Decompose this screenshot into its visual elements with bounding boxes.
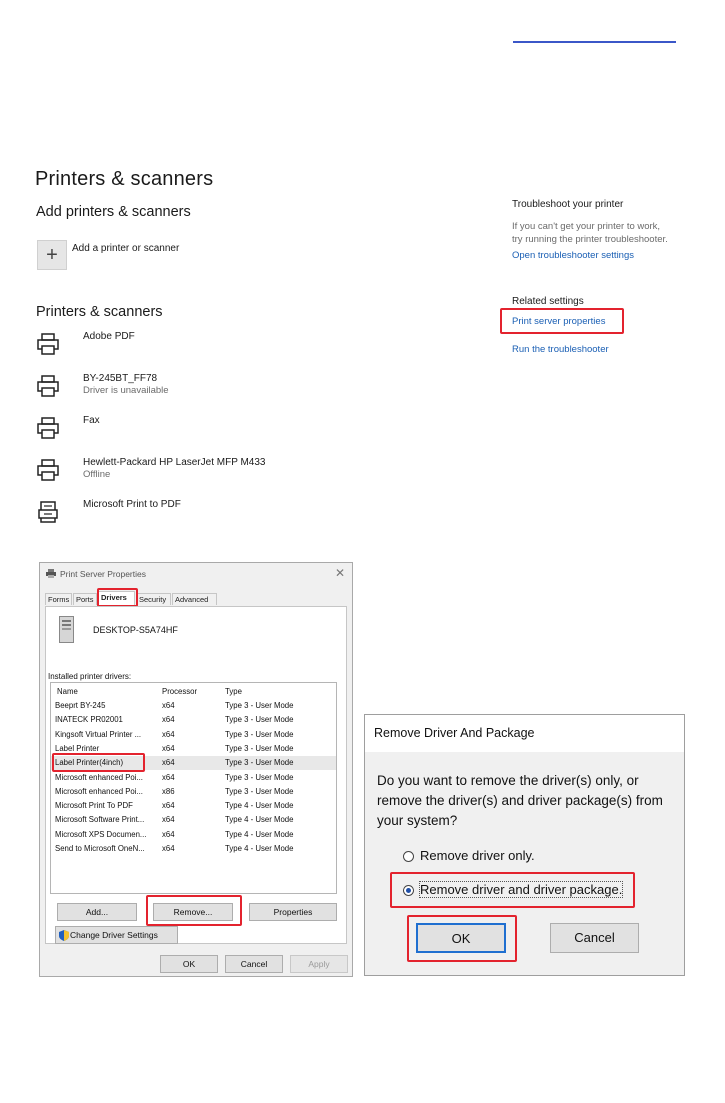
table-row[interactable] [51,713,336,727]
driver-processor: x64 [162,729,175,739]
driver-processor: x64 [162,815,175,825]
driver-name: Microsoft Print To PDF [55,801,133,811]
driver-properties-button[interactable]: Properties [249,903,337,921]
printer-item-by245bt[interactable] [36,373,396,407]
printer-status: Offline [83,469,111,480]
driver-type: Type 3 - User Mode [225,729,294,739]
ok-button[interactable]: OK [160,955,218,973]
change-driver-settings-button[interactable] [55,926,178,944]
remove-driver-button[interactable]: Remove... [153,903,233,921]
highlight-print-server-link [500,308,624,334]
drivers-list[interactable] [50,682,337,894]
top-link-underline [513,41,676,43]
question-line-1: Do you want to remove the driver(s) only, or [377,773,639,788]
print-server-properties-link[interactable]: Print server properties [512,316,606,327]
printer-name: Microsoft Print to PDF [83,499,181,510]
printer-list-title: Printers & scanners [36,304,163,320]
troubleshoot-heading: Troubleshoot your printer [512,199,624,210]
table-row[interactable] [51,699,336,713]
printer-name: Fax [83,415,100,426]
table-row[interactable] [51,785,336,799]
driver-type: Type 4 - User Mode [225,844,294,853]
driver-name: Beeprt BY-245 [55,701,106,710]
radio-remove-driver-only[interactable] [403,851,414,862]
table-row[interactable] [51,799,336,813]
troubleshoot-desc-2: try running the printer troubleshooter. [512,234,668,245]
cancel-button[interactable]: Cancel [225,955,283,973]
installed-drivers-label: Installed printer drivers: [48,672,132,681]
driver-name: Kingsoft Virtual Printer ... [55,729,142,739]
driver-type: Type 3 - User Mode [225,772,294,782]
table-row[interactable] [51,828,336,842]
table-row[interactable] [51,842,336,856]
printer-icon [36,332,60,356]
column-type[interactable]: Type [225,687,242,696]
driver-name: Microsoft XPS Documen... [55,829,147,839]
driver-processor: x64 [162,743,175,753]
troubleshoot-desc-1: If you can't get your printer to work, [512,221,661,232]
highlight-remove-button [146,895,242,926]
printer-icon [36,458,60,482]
driver-type: Type 3 - User Mode [225,715,294,725]
tab-ports[interactable]: Ports [73,593,97,605]
printer-name: Hewlett-Packard HP LaserJet MFP M433 [83,457,266,468]
option-remove-driver-and-package[interactable]: Remove driver and driver package. [420,882,623,897]
printer-name: Adobe PDF [83,331,135,342]
driver-processor: x64 [162,715,175,725]
computer-tower-icon [59,616,74,643]
driver-processor: x64 [162,801,175,811]
printer-name: BY-245BT_FF78 [83,373,158,384]
remove-dialog-question [377,771,677,831]
driver-processor: x64 [162,701,175,710]
add-printer-button[interactable] [37,240,67,270]
driver-processor: x86 [162,786,175,796]
remove-ok-button[interactable]: OK [416,923,506,953]
driver-name: Microsoft enhanced Poi... [55,772,143,782]
highlight-selected-driver [52,753,145,772]
printer-item-fax[interactable] [36,415,396,449]
add-printer-label[interactable]: Add a printer or scanner [72,243,180,254]
table-row[interactable] [51,813,336,827]
tab-security[interactable]: Security [136,593,171,605]
open-troubleshooter-link[interactable]: Open troubleshooter settings [512,250,634,261]
table-row[interactable] [51,728,336,742]
driver-name: Label Printer(4inch) [55,758,124,768]
driver-type: Type 4 - User Mode [225,801,294,811]
driver-type: Type 4 - User Mode [225,815,294,825]
computer-name: DESKTOP-S5A74HF [93,625,178,635]
apply-button[interactable]: Apply [290,955,348,973]
driver-name: INATECK PR02001 [55,715,123,725]
driver-processor: x64 [162,758,175,768]
tab-advanced[interactable]: Advanced [172,593,217,605]
driver-type: Type 3 - User Mode [225,701,294,710]
printer-icon [36,416,60,440]
tab-drivers[interactable]: Drivers [98,591,135,605]
driver-name: Label Printer [55,743,100,753]
driver-name: Microsoft Software Print... [55,815,145,825]
driver-type: Type 3 - User Mode [225,758,294,768]
column-name[interactable]: Name [57,687,78,696]
highlight-drivers-tab [97,588,138,607]
related-settings-heading: Related settings [512,296,584,307]
change-driver-settings-label: Change Driver Settings [70,930,158,940]
question-line-2: remove the driver(s) and driver package(s) from [377,793,663,808]
page-title: Printers & scanners [35,168,214,190]
printer-icon [36,374,60,398]
driver-processor: x64 [162,772,175,782]
add-driver-button[interactable]: Add... [57,903,137,921]
highlight-ok-button [407,915,517,962]
table-row[interactable] [51,771,336,785]
remove-cancel-button[interactable]: Cancel [550,923,639,953]
driver-type: Type 3 - User Mode [225,743,294,753]
column-processor[interactable]: Processor [162,687,198,696]
driver-type: Type 4 - User Mode [225,829,294,839]
question-line-3: your system? [377,813,458,828]
close-icon[interactable]: ✕ [334,566,345,580]
list-header [51,685,336,699]
printer-status: Driver is unavailable [83,385,169,396]
plus-icon: + [46,244,58,266]
pdf-printer-icon [36,500,60,524]
add-section-title: Add printers & scanners [36,204,191,220]
option-remove-driver-only[interactable]: Remove driver only. [420,848,535,863]
printer-item-ms-print-pdf[interactable] [36,499,396,533]
tab-forms[interactable]: Forms [45,593,72,605]
driver-processor: x64 [162,844,175,853]
run-troubleshooter-link[interactable]: Run the troubleshooter [512,344,609,355]
highlight-remove-package-option [390,872,635,908]
printer-icon [46,569,56,578]
driver-type: Type 3 - User Mode [225,786,294,796]
driver-processor: x64 [162,829,175,839]
driver-name: Microsoft enhanced Poi... [55,786,143,796]
remove-dialog-title: Remove Driver And Package [374,726,535,740]
dialog-title: Print Server Properties [60,569,146,579]
printer-item-adobe-pdf[interactable] [36,331,396,365]
print-server-properties-dialog [39,562,353,977]
remove-driver-dialog [364,714,685,976]
printer-item-hp-laserjet[interactable] [36,457,396,491]
shield-icon [59,930,69,941]
driver-name: Send to Microsoft OneN... [55,844,145,853]
